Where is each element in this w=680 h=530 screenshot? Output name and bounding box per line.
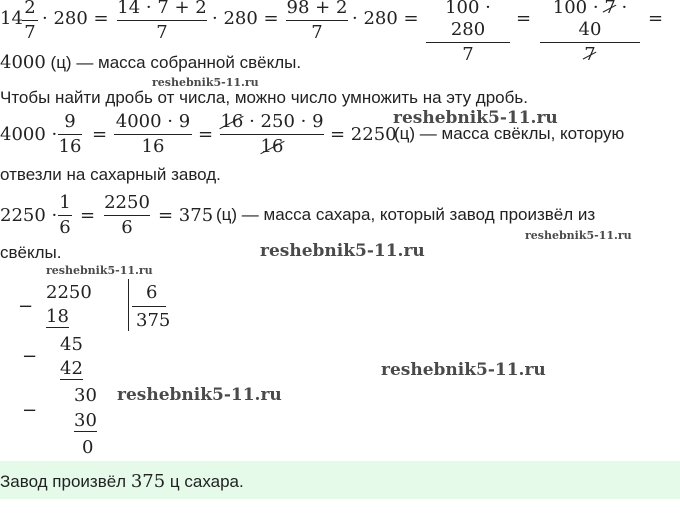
times-280: · 280 =: [212, 8, 279, 29]
fraction-4000x9: 4000 · 9 16: [115, 111, 191, 157]
subtrahend-2: 42: [60, 358, 83, 379]
divisor: 6: [146, 282, 158, 303]
line-2-result: 4000 (ц) — масса собранной свёклы.: [0, 52, 302, 73]
line-7: свёклы.: [0, 243, 62, 262]
equals: =: [648, 8, 664, 29]
dividend: 2250: [46, 282, 92, 303]
remainder-2: 30: [74, 385, 97, 406]
subtrahend-3: 30: [74, 410, 97, 431]
line-3-rule: Чтобы найти дробь от числа, можно число умножить на эту дробь.: [0, 88, 528, 107]
fraction-cancelled-16: 16 · 250 · 9 16: [220, 111, 324, 157]
times-280: · 280 =: [352, 8, 419, 29]
times-280: · 280 =: [42, 8, 109, 29]
watermark: reshebnik5-11.ru: [525, 229, 632, 242]
minus-sign: −: [22, 346, 38, 367]
watermark: reshebnik5-11.ru: [260, 241, 425, 261]
answer-text: Завод произвёл 375 ц сахара.: [0, 471, 244, 492]
fraction-cancelled: 100 · 7 · 40 7: [540, 0, 640, 66]
remainder-final: 0: [82, 437, 94, 458]
division-horizontal-bar: [132, 306, 166, 307]
watermark: reshebnik5-11.ru: [152, 76, 259, 89]
fraction-100x280: 100 · 280 7: [426, 0, 510, 66]
quotient: 375: [136, 310, 171, 331]
watermark: reshebnik5-11.ru: [46, 264, 153, 277]
watermark: reshebnik5-11.ru: [117, 385, 282, 405]
minus-sign: −: [22, 400, 38, 421]
subtrahend-1: 18: [46, 306, 69, 327]
remainder-1: 45: [60, 334, 83, 355]
equals: =: [516, 8, 532, 29]
fraction-9-16: 9 16: [58, 111, 82, 157]
fraction-1-6: 1 6: [59, 192, 71, 238]
division-vertical-bar: [128, 279, 129, 331]
fraction-14x7p2: 14 · 7 + 2 7: [117, 0, 207, 43]
mixed-int: 14: [0, 8, 23, 29]
fraction-98p2: 98 + 2 7: [286, 0, 348, 43]
line-5: отвезли на сахарный завод.: [0, 165, 221, 184]
watermark: reshebnik5-11.ru: [393, 108, 558, 128]
watermark: reshebnik5-11.ru: [381, 360, 546, 380]
answer-box: [0, 461, 680, 499]
minus-sign: −: [18, 296, 34, 317]
fraction-2-7: 2 7: [22, 0, 38, 44]
fraction-2250-6: 2250 6: [104, 192, 150, 238]
